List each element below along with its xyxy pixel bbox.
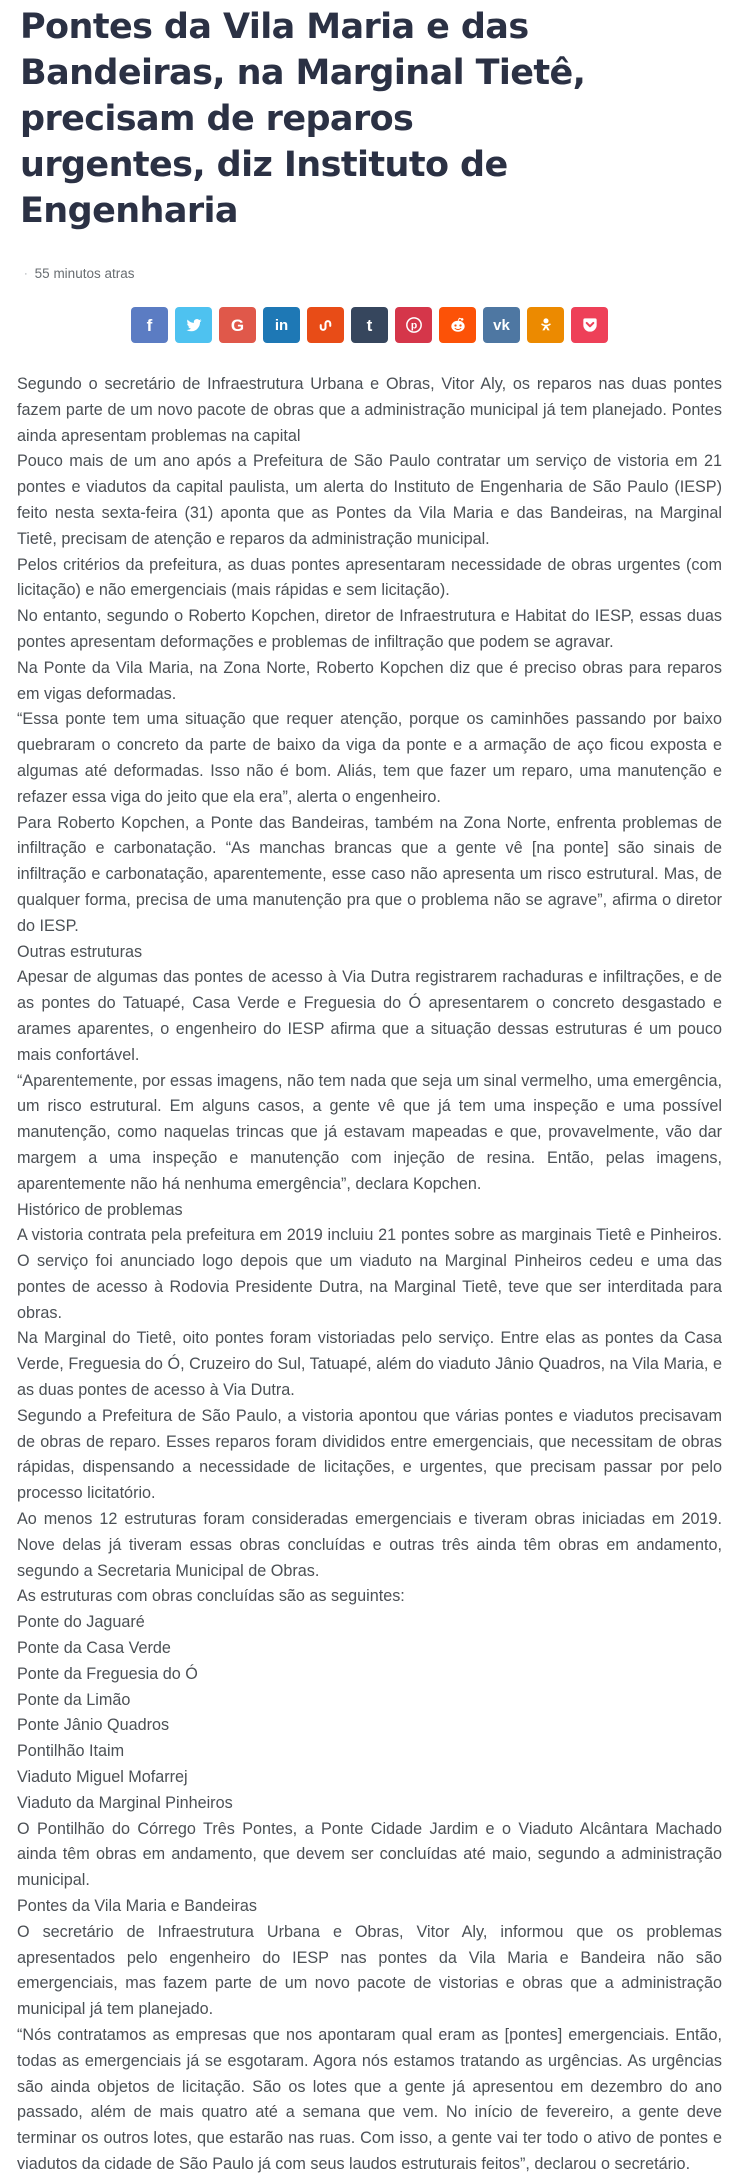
odnoklassniki-share-button[interactable] <box>527 307 564 343</box>
article-paragraph: Apesar de algumas das pontes de acesso à Via Dutra registrarem rachaduras e infiltrações, e de as pontes do Tatuapé, Casa Verde e Freguesia do Ó apresentarem o concreto desgastado e arames aparentes, o engenheiro do IESP afirma que a situação dessas estruturas é um pouco mais confortável. <box>17 968 722 1064</box>
article-paragraph: “Nós contratamos as empresas que nos apontaram qual eram as [pontes] emergenciais. Então, todas as emergenciais já se esgotaram. Agora nós estamos tratando as urgências. As urgências são ainda objetos de licitação. São os lotes que a gente já apresentou em dezembro do ano passado, além de mais quatro até a semana que vem. No início de fevereiro, a gente deve terminar os outros lotes, que estarão nas ruas. Com isso, a gente vai ter todo o ativo de pontes e viadutos da cidade de São Paulo já com seus laudos estruturais feitos”, declarou o secretário. <box>17 2026 722 2173</box>
vk-share-button[interactable] <box>483 307 520 343</box>
article-paragraph: Pouco mais de um ano após a Prefeitura de São Paulo contratar um serviço de vistoria em 21 pontes e viadutos da capital paulista, um alerta do Instituto de Engenharia de São Paulo (IESP) feito nesta sexta-feira (31) aponta que as Pontes da Vila Maria e das Bandeiras, na Marginal Tietê, precisam de atenção e reparos da administração municipal. <box>17 452 722 548</box>
svg-text:p: p <box>410 320 417 332</box>
article-paragraph: Segundo o secretário de Infraestrutura Urbana e Obras, Vitor Aly, os reparos nas duas pontes fazem parte de um novo pacote de obras que a administração municipal já tem planejado. Pontes ainda apresentam problemas na capital <box>17 375 722 445</box>
article-paragraph: Ponte da Freguesia do Ó <box>17 1664 198 1683</box>
article-body <box>0 372 739 2178</box>
share-button-row <box>0 307 739 343</box>
article-paragraph: Outras estruturas <box>17 942 143 961</box>
article-paragraph: “Aparentemente, por essas imagens, não tem nada que seja um sinal vermelho, uma emergência, um risco estrutural. Em alguns casos, a gente vê que já tem uma inspeção e uma possível manutenção, como naquelas trincas que já estavam mapeadas e que, provavelmente, vão dar margem a uma inspeção e manutenção com injeção de resina. Então, pelas imagens, aparentemente não há nenhuma emergência”, declara Kopchen. <box>17 1071 722 1193</box>
article-paragraph: Ponte da Limão <box>17 1690 131 1709</box>
pocket-icon <box>580 315 600 335</box>
tumblr-icon: t <box>366 315 373 335</box>
article-paragraph: Ao menos 12 estruturas foram consideradas emergenciais e tiveram obras iniciadas em 2019. Nove delas já tiveram essas obras concluídas e outras três ainda têm obras em andamento, segundo a Secretaria Municipal de Obras. <box>17 1510 722 1580</box>
article-paragraph: Viaduto da Marginal Pinheiros <box>17 1793 233 1812</box>
vk-icon: vk <box>493 316 510 334</box>
stumbleupon-icon <box>316 316 335 335</box>
reddit-icon <box>448 315 468 335</box>
twitter-icon <box>185 316 203 334</box>
linkedin-share-button[interactable] <box>263 307 300 343</box>
pocket-share-button[interactable] <box>571 307 608 343</box>
bullet-icon: · <box>24 267 28 280</box>
twitter-share-button[interactable] <box>175 307 212 343</box>
article-paragraph: Na Marginal do Tietê, oito pontes foram vistoriadas pelo serviço. Entre elas as pontes da Casa Verde, Freguesia do Ó, Cruzeiro do Sul, Tatuapé, além do viaduto Jânio Quadros, na Vila Maria, e as duas pontes de acesso à Via Dutra. <box>17 1329 722 1400</box>
page-title: Pontes da Vila Maria e das Bandeiras, na Marginal Tietê, precisam de reparos urgentes, diz Instituto de Engenharia <box>20 7 586 231</box>
article-paragraph: Segundo a Prefeitura de São Paulo, a vistoria apontou que várias pontes e viadutos precisavam de obras de reparo. Esses reparos foram divididos entre emergenciais, que necessitam de obras rápidas, dispensando a necessidade de licitações, e urgentes, que precisam passar por pelo processo licitatório. <box>17 1406 722 1503</box>
article-paragraph: A vistoria contrata pela prefeitura em 2019 incluiu 21 pontes sobre as marginais Tietê e Pinheiros. O serviço foi anunciado logo depois que um viaduto na Marginal Pinheiros cedeu e uma das pontes de acesso à Rodovia Presidente Dutra, na Marginal Tietê, teve que ser interditada para obras. <box>17 1226 722 1322</box>
article-paragraph: Pelos critérios da prefeitura, as duas pontes apresentaram necessidade de obras urgentes (com licitação) e não emergenciais (mais rápidas e sem licitação). <box>17 555 722 600</box>
odnoklassniki-icon <box>537 316 555 334</box>
article-paragraph: Viaduto Miguel Mofarrej <box>17 1768 188 1787</box>
googleplus-icon: G <box>230 315 245 335</box>
article-meta <box>24 266 719 281</box>
article-paragraph: Para Roberto Kopchen, a Ponte das Bandeiras, também na Zona Norte, enfrenta problemas de infiltração e carbonatação. “As manchas brancas que a gente vê [na ponte] são sinais de infiltração e carbonatação, aparentemente, esse caso não apresenta um risco estrutural. Mas, de qualquer forma, precisa de uma manutenção pra que o problema não se agrave”, afirma o diretor do IESP. <box>17 813 722 935</box>
pinterest-share-button[interactable] <box>395 307 432 343</box>
article-paragraph: Na Ponte da Vila Maria, na Zona Norte, Roberto Kopchen diz que é preciso obras para reparos em vigas deformadas. <box>17 658 722 703</box>
article-paragraph: Histórico de problemas <box>17 1200 183 1219</box>
linkedin-icon: in <box>274 316 289 334</box>
facebook-share-button[interactable] <box>131 307 168 343</box>
article-paragraph: Pontilhão Itaim <box>17 1742 125 1761</box>
timestamp: 55 minutos atras <box>34 266 135 281</box>
article-paragraph: “Essa ponte tem uma situação que requer atenção, porque os caminhões passando por baixo quebraram o concreto da parte de baixo da viga da ponte e a armação de aço ficou exposta e algumas até deformadas. Isso não é bom. Aliás, tem que fazer um reparo, uma manutenção e refazer essa viga do jeito que ela era”, alerta o engenheiro. <box>17 710 722 806</box>
article-paragraph: Pontes da Vila Maria e Bandeiras <box>17 1897 257 1916</box>
article-paragraph: O secretário de Infraestrutura Urbana e Obras, Vitor Aly, informou que os problemas apresentados pelo engenheiro do IESP nas pontes da Vila Maria e Bandeira não são emergenciais, mas fazem parte de um novo pacote de vistorias e obras que a administração municipal já tem planejado. <box>17 1922 722 2019</box>
article-paragraph: Ponte do Jaguaré <box>17 1613 145 1632</box>
article-paragraph: As estruturas com obras concluídas são as seguintes: <box>17 1587 405 1606</box>
stumbleupon-share-button[interactable] <box>307 307 344 343</box>
article-paragraph: No entanto, segundo o Roberto Kopchen, diretor de Infraestrutura e Habitat do IESP, essas duas pontes apresentam deformações e problemas de infiltração que podem se agravar. <box>17 607 722 651</box>
article-paragraph: O Pontilhão do Córrego Três Pontes, a Ponte Cidade Jardim e o Viaduto Alcântara Machado ainda têm obras em andamento, que devem ser concluídas até maio, segundo a administração municipal. <box>17 1819 722 1890</box>
pinterest-icon <box>404 315 424 335</box>
article-paragraph: Ponte da Casa Verde <box>17 1639 171 1658</box>
googleplus-share-button[interactable] <box>219 307 256 343</box>
article-paragraph: Ponte Jânio Quadros <box>17 1716 170 1735</box>
reddit-share-button[interactable] <box>439 307 476 343</box>
tumblr-share-button[interactable] <box>351 307 388 343</box>
facebook-icon: f <box>146 315 153 335</box>
